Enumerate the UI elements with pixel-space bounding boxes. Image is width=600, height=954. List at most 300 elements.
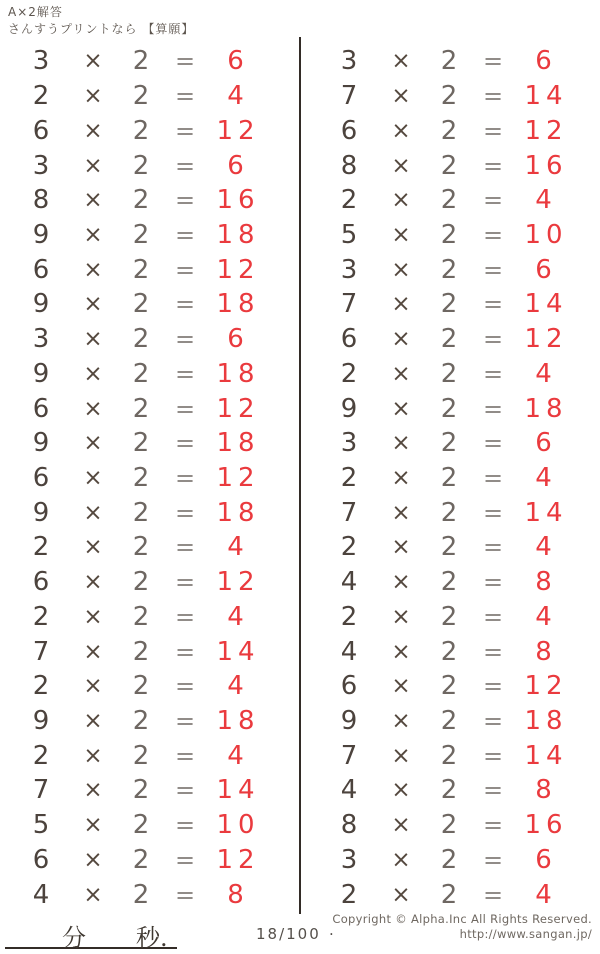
- problem-row: [16, 113, 300, 148]
- multiplier: 2: [440, 706, 458, 737]
- answer: 8: [227, 879, 249, 910]
- times-sign: ×: [83, 152, 103, 179]
- multiplier: 2: [132, 324, 150, 355]
- problem-row: [324, 113, 598, 148]
- answer: 6: [227, 324, 249, 355]
- answer: 4: [227, 532, 249, 563]
- times-sign: ×: [391, 603, 411, 630]
- multiplier: 2: [132, 740, 150, 771]
- problem-row: [324, 148, 598, 183]
- multiplicand: 4: [32, 879, 50, 910]
- equals-sign: =: [482, 880, 504, 909]
- problem-row: [324, 356, 598, 391]
- times-sign: ×: [391, 638, 411, 665]
- multiplier: 2: [440, 601, 458, 632]
- multiplicand: 4: [340, 636, 358, 667]
- answer: 14: [216, 636, 260, 667]
- problem-row: [324, 669, 598, 704]
- multiplicand: 2: [340, 185, 358, 216]
- multiplier: 2: [440, 115, 458, 146]
- times-sign: ×: [83, 83, 103, 110]
- times-sign: ×: [391, 152, 411, 179]
- problem-row: [324, 877, 598, 912]
- multiplicand: 7: [340, 740, 358, 771]
- answer: 18: [216, 219, 260, 250]
- multiplicand: 7: [340, 289, 358, 320]
- answer: 4: [535, 185, 557, 216]
- answer: 4: [227, 740, 249, 771]
- column-divider: [299, 37, 301, 914]
- multiplicand: 7: [32, 636, 50, 667]
- equals-sign: =: [482, 290, 504, 319]
- times-sign: ×: [83, 881, 103, 908]
- answer: 12: [524, 115, 568, 146]
- problem-row: [324, 79, 598, 114]
- equals-sign: =: [174, 811, 196, 840]
- problem-row: [324, 808, 598, 843]
- answer: 6: [535, 428, 557, 459]
- times-sign: ×: [83, 117, 103, 144]
- equals-sign: =: [174, 672, 196, 701]
- equals-sign: =: [482, 116, 504, 145]
- equals-sign: =: [174, 707, 196, 736]
- answer: 14: [524, 497, 568, 528]
- times-sign: ×: [83, 256, 103, 283]
- multiplicand: 9: [32, 289, 50, 320]
- equals-sign: =: [482, 82, 504, 111]
- multiplicand: 2: [340, 879, 358, 910]
- answer: 4: [535, 879, 557, 910]
- answer: 4: [535, 532, 557, 563]
- times-sign: ×: [391, 291, 411, 318]
- multiplier: 2: [132, 567, 150, 598]
- times-sign: ×: [391, 256, 411, 283]
- worksheet-title: A×2解答: [8, 5, 63, 19]
- multiplier: 2: [132, 879, 150, 910]
- times-sign: ×: [391, 83, 411, 110]
- multiplier: 2: [440, 532, 458, 563]
- multiplicand: 6: [340, 671, 358, 702]
- equals-sign: =: [482, 429, 504, 458]
- multiplier: 2: [132, 532, 150, 563]
- problems-column-left: [0, 44, 300, 912]
- answer: 4: [535, 358, 557, 389]
- equals-sign: =: [482, 533, 504, 562]
- equals-sign: =: [482, 186, 504, 215]
- multiplier: 2: [440, 775, 458, 806]
- multiplier: 2: [132, 428, 150, 459]
- problem-row: [16, 530, 300, 565]
- problems-column-right: [300, 44, 598, 912]
- times-sign: ×: [83, 464, 103, 491]
- answer: 18: [524, 393, 568, 424]
- multiplicand: 3: [340, 844, 358, 875]
- multiplicand: 6: [32, 462, 50, 493]
- equals-sign: =: [174, 429, 196, 458]
- answer: 8: [535, 775, 557, 806]
- answer: 4: [227, 81, 249, 112]
- equals-sign: =: [482, 463, 504, 492]
- multiplier: 2: [440, 810, 458, 841]
- times-sign: ×: [83, 777, 103, 804]
- multiplier: 2: [440, 879, 458, 910]
- times-sign: ×: [83, 708, 103, 735]
- answer: 18: [216, 706, 260, 737]
- times-sign: ×: [391, 742, 411, 769]
- problem-row: [324, 391, 598, 426]
- times-sign: ×: [391, 534, 411, 561]
- problem-row: [324, 565, 598, 600]
- answer: 12: [216, 462, 260, 493]
- problem-row: [324, 495, 598, 530]
- multiplier: 2: [132, 46, 150, 77]
- multiplicand: 9: [32, 497, 50, 528]
- problem-row: [16, 634, 300, 669]
- multiplicand: 3: [32, 150, 50, 181]
- equals-sign: =: [482, 498, 504, 527]
- copyright-block: [332, 912, 592, 941]
- times-sign: ×: [83, 638, 103, 665]
- times-sign: ×: [391, 48, 411, 75]
- multiplicand: 3: [32, 324, 50, 355]
- times-sign: ×: [83, 673, 103, 700]
- problem-row: [16, 183, 300, 218]
- multiplicand: 8: [340, 810, 358, 841]
- times-sign: ×: [391, 777, 411, 804]
- equals-sign: =: [482, 151, 504, 180]
- equals-sign: =: [174, 741, 196, 770]
- problem-row: [324, 704, 598, 739]
- answer: 6: [535, 844, 557, 875]
- multiplicand: 3: [340, 254, 358, 285]
- problem-row: [16, 391, 300, 426]
- multiplier: 2: [132, 601, 150, 632]
- multiplier: 2: [440, 185, 458, 216]
- equals-sign: =: [174, 880, 196, 909]
- equals-sign: =: [174, 325, 196, 354]
- equals-sign: =: [174, 255, 196, 284]
- problem-row: [16, 252, 300, 287]
- footer-dot: .: [329, 921, 334, 939]
- equals-sign: =: [482, 568, 504, 597]
- answer: 12: [216, 567, 260, 598]
- problem-row: [16, 218, 300, 253]
- times-sign: ×: [391, 708, 411, 735]
- answer: 18: [216, 428, 260, 459]
- multiplier: 2: [440, 46, 458, 77]
- multiplicand: 2: [340, 358, 358, 389]
- multiplicand: 5: [32, 810, 50, 841]
- times-sign: ×: [83, 742, 103, 769]
- multiplicand: 4: [340, 567, 358, 598]
- multiplier: 2: [132, 497, 150, 528]
- multiplier: 2: [132, 254, 150, 285]
- problem-row: [324, 426, 598, 461]
- multiplier: 2: [440, 671, 458, 702]
- equals-sign: =: [482, 811, 504, 840]
- answer: 12: [216, 254, 260, 285]
- worksheet-header: [8, 4, 194, 37]
- equals-sign: =: [174, 498, 196, 527]
- multiplicand: 2: [32, 740, 50, 771]
- answer: 12: [216, 844, 260, 875]
- multiplicand: 3: [340, 428, 358, 459]
- equals-sign: =: [174, 533, 196, 562]
- multiplicand: 7: [32, 775, 50, 806]
- answer: 14: [524, 289, 568, 320]
- multiplicand: 2: [32, 601, 50, 632]
- multiplier: 2: [440, 289, 458, 320]
- times-sign: ×: [391, 464, 411, 491]
- multiplier: 2: [132, 150, 150, 181]
- times-sign: ×: [391, 326, 411, 353]
- multiplier: 2: [132, 706, 150, 737]
- equals-sign: =: [174, 116, 196, 145]
- multiplier: 2: [440, 81, 458, 112]
- multiplier: 2: [132, 289, 150, 320]
- problem-row: [16, 565, 300, 600]
- answer: 18: [524, 706, 568, 737]
- problem-row: [16, 461, 300, 496]
- multiplier: 2: [132, 358, 150, 389]
- problem-row: [16, 356, 300, 391]
- problem-row: [16, 704, 300, 739]
- problem-row: [324, 634, 598, 669]
- answer: 14: [524, 740, 568, 771]
- problem-row: [324, 287, 598, 322]
- problem-row: [16, 495, 300, 530]
- times-sign: ×: [83, 846, 103, 873]
- equals-sign: =: [482, 220, 504, 249]
- times-sign: ×: [391, 569, 411, 596]
- equals-sign: =: [482, 47, 504, 76]
- worksheet-subtitle: さんすうプリントなら 【算願】: [8, 22, 195, 36]
- multiplicand: 2: [340, 532, 358, 563]
- answer: 14: [524, 81, 568, 112]
- times-sign: ×: [391, 360, 411, 387]
- problem-row: [16, 426, 300, 461]
- answer: 4: [535, 462, 557, 493]
- answer: 12: [216, 115, 260, 146]
- problem-row: [324, 843, 598, 878]
- problem-row: [16, 322, 300, 357]
- equals-sign: =: [174, 602, 196, 631]
- multiplier: 2: [440, 393, 458, 424]
- problem-row: [16, 808, 300, 843]
- multiplicand: 6: [340, 115, 358, 146]
- times-sign: ×: [391, 499, 411, 526]
- equals-sign: =: [174, 637, 196, 666]
- problem-row: [16, 148, 300, 183]
- answer: 10: [216, 810, 260, 841]
- answer: 8: [535, 567, 557, 598]
- equals-sign: =: [174, 776, 196, 805]
- answer: 14: [216, 775, 260, 806]
- times-sign: ×: [83, 812, 103, 839]
- times-sign: ×: [83, 360, 103, 387]
- multiplier: 2: [132, 636, 150, 667]
- problem-row: [324, 252, 598, 287]
- copyright-url: http://www.sangan.jp/: [459, 926, 592, 941]
- problem-row: [324, 183, 598, 218]
- multiplier: 2: [440, 740, 458, 771]
- times-sign: ×: [391, 812, 411, 839]
- multiplier: 2: [132, 844, 150, 875]
- times-sign: ×: [83, 326, 103, 353]
- times-sign: ×: [83, 499, 103, 526]
- times-sign: ×: [391, 430, 411, 457]
- answer: 6: [535, 46, 557, 77]
- equals-sign: =: [174, 220, 196, 249]
- multiplier: 2: [132, 115, 150, 146]
- multiplier: 2: [132, 393, 150, 424]
- answer: 18: [216, 289, 260, 320]
- times-sign: ×: [83, 569, 103, 596]
- multiplicand: 6: [32, 844, 50, 875]
- multiplicand: 9: [32, 706, 50, 737]
- equals-sign: =: [174, 394, 196, 423]
- answer: 18: [216, 358, 260, 389]
- multiplicand: 5: [340, 219, 358, 250]
- problem-row: [16, 843, 300, 878]
- equals-sign: =: [482, 325, 504, 354]
- problem-row: [324, 44, 598, 79]
- answer: 4: [535, 601, 557, 632]
- multiplier: 2: [132, 81, 150, 112]
- times-sign: ×: [391, 395, 411, 422]
- equals-sign: =: [174, 82, 196, 111]
- answer: 10: [524, 219, 568, 250]
- multiplicand: 7: [340, 497, 358, 528]
- multiplicand: 4: [340, 775, 358, 806]
- equals-sign: =: [174, 359, 196, 388]
- multiplier: 2: [132, 462, 150, 493]
- multiplicand: 9: [32, 428, 50, 459]
- multiplicand: 2: [32, 671, 50, 702]
- answer: 16: [216, 185, 260, 216]
- times-sign: ×: [83, 221, 103, 248]
- multiplicand: 3: [32, 46, 50, 77]
- problem-row: [324, 773, 598, 808]
- multiplicand: 6: [340, 324, 358, 355]
- multiplicand: 9: [32, 358, 50, 389]
- equals-sign: =: [482, 672, 504, 701]
- multiplicand: 8: [340, 150, 358, 181]
- multiplier: 2: [440, 358, 458, 389]
- seconds-label: 秒.: [136, 924, 168, 952]
- multiplier: 2: [440, 462, 458, 493]
- time-entry-line: [5, 916, 177, 952]
- multiplier: 2: [132, 185, 150, 216]
- answer: 18: [216, 497, 260, 528]
- equals-sign: =: [482, 707, 504, 736]
- multiplicand: 8: [32, 185, 50, 216]
- times-sign: ×: [83, 48, 103, 75]
- answer: 6: [227, 150, 249, 181]
- multiplier: 2: [132, 219, 150, 250]
- equals-sign: =: [482, 394, 504, 423]
- equals-sign: =: [482, 602, 504, 631]
- multiplicand: 2: [32, 81, 50, 112]
- times-sign: ×: [391, 221, 411, 248]
- equals-sign: =: [174, 47, 196, 76]
- multiplicand: 9: [340, 393, 358, 424]
- equals-sign: =: [482, 359, 504, 388]
- equals-sign: =: [482, 845, 504, 874]
- equals-sign: =: [482, 637, 504, 666]
- multiplicand: 6: [32, 567, 50, 598]
- problem-row: [324, 461, 598, 496]
- multiplicand: 7: [340, 81, 358, 112]
- multiplier: 2: [440, 428, 458, 459]
- answer: 12: [216, 393, 260, 424]
- times-sign: ×: [83, 187, 103, 214]
- problem-row: [324, 530, 598, 565]
- multiplicand: 6: [32, 115, 50, 146]
- multiplicand: 9: [340, 706, 358, 737]
- multiplier: 2: [440, 324, 458, 355]
- problem-row: [16, 44, 300, 79]
- multiplicand: 3: [340, 46, 358, 77]
- answer: 16: [524, 150, 568, 181]
- problem-row: [324, 600, 598, 635]
- answer: 6: [535, 254, 557, 285]
- multiplier: 2: [440, 497, 458, 528]
- multiplier: 2: [440, 219, 458, 250]
- times-sign: ×: [83, 430, 103, 457]
- times-sign: ×: [391, 187, 411, 214]
- answer: 12: [524, 324, 568, 355]
- times-sign: ×: [83, 291, 103, 318]
- equals-sign: =: [174, 845, 196, 874]
- equals-sign: =: [174, 151, 196, 180]
- answer: 12: [524, 671, 568, 702]
- multiplier: 2: [132, 671, 150, 702]
- times-sign: ×: [391, 117, 411, 144]
- multiplicand: 6: [32, 254, 50, 285]
- equals-sign: =: [174, 463, 196, 492]
- equals-sign: =: [482, 776, 504, 805]
- multiplicand: 6: [32, 393, 50, 424]
- times-sign: ×: [391, 673, 411, 700]
- page-number: 18/100: [256, 925, 321, 943]
- times-sign: ×: [83, 395, 103, 422]
- multiplicand: 2: [340, 462, 358, 493]
- problem-row: [324, 218, 598, 253]
- multiplier: 2: [132, 810, 150, 841]
- problem-row: [16, 738, 300, 773]
- multiplicand: 2: [32, 532, 50, 563]
- problem-row: [16, 669, 300, 704]
- copyright-text: Copyright © Alpha.Inc All Rights Reserved.: [332, 912, 592, 926]
- problem-row: [324, 738, 598, 773]
- answer: 4: [227, 601, 249, 632]
- problem-row: [16, 773, 300, 808]
- equals-sign: =: [174, 186, 196, 215]
- multiplier: 2: [440, 844, 458, 875]
- problem-row: [16, 79, 300, 114]
- problem-row: [16, 287, 300, 322]
- answer: 16: [524, 810, 568, 841]
- problems-area: [0, 44, 600, 912]
- times-sign: ×: [83, 603, 103, 630]
- answer: 8: [535, 636, 557, 667]
- problem-row: [16, 877, 300, 912]
- equals-sign: =: [174, 568, 196, 597]
- equals-sign: =: [482, 741, 504, 770]
- equals-sign: =: [482, 255, 504, 284]
- equals-sign: =: [174, 290, 196, 319]
